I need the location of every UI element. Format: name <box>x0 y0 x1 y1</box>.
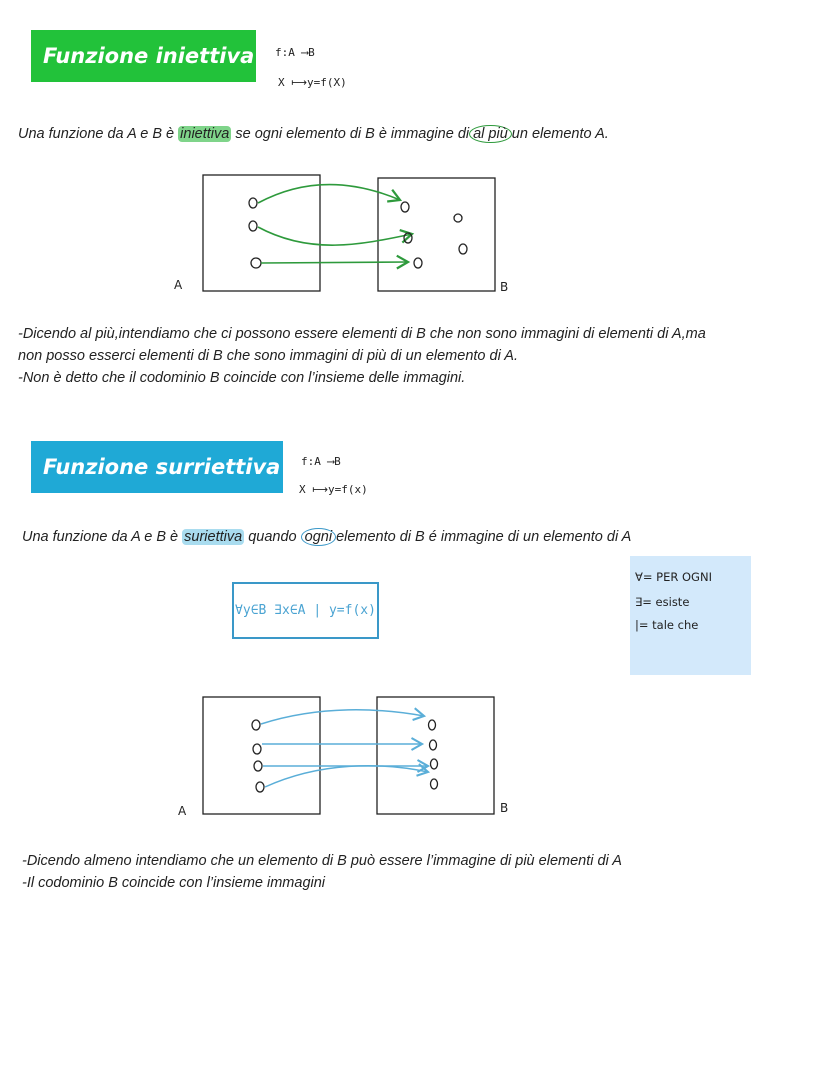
section2-note-2: -Il codominio B coincide con l’insieme immagini <box>22 875 326 891</box>
set-b-box <box>377 697 494 814</box>
point-b1 <box>401 202 409 212</box>
point-b4 <box>431 779 438 789</box>
section1-note-1: -Dicendo al più,intendiamo che ci possono essere elementi di B che non sono immagini di elementi di A,ma <box>18 326 706 342</box>
section2-formula-line1: f:A ⟶B <box>301 455 341 468</box>
point-a3 <box>254 761 262 771</box>
surjective-diagram <box>160 690 520 830</box>
point-a1 <box>252 720 260 730</box>
legend-per-ogni: ∀= PER OGNI <box>635 570 712 584</box>
point-b5 <box>414 258 422 268</box>
section1-label-a: A <box>174 278 183 292</box>
set-b-box <box>378 178 495 291</box>
arrow-3 <box>261 262 408 263</box>
arrow-1 <box>261 710 424 724</box>
section2-formula-line2: X ⟼y=f(x) <box>299 483 368 496</box>
section1-title-banner <box>31 30 256 82</box>
legend-tale-che: |= tale che <box>635 618 699 632</box>
point-a2 <box>253 744 261 754</box>
circled-al-piu: al più <box>469 125 512 143</box>
section1-formula-line1: f:A ⟶B <box>275 46 315 59</box>
point-b2 <box>430 740 437 750</box>
section1-note-3: -Non è detto che il codominio B coincide con l’insieme delle immagini. <box>18 370 466 386</box>
section2-label-b: B <box>500 801 509 815</box>
circled-ogni: ogni <box>301 528 336 546</box>
arrow-2 <box>258 227 412 245</box>
point-b3 <box>431 759 438 769</box>
section2-definition: Una funzione da A e B è suriettiva quando ogni elemento di B é immagine di un elemento di A <box>22 529 632 545</box>
section2-label-a: A <box>178 804 187 818</box>
point-b1 <box>429 720 436 730</box>
point-a4 <box>256 782 264 792</box>
section2-note-1: -Dicendo almeno intendiamo che un elemento di B può essere l’immagine di più elementi di A <box>22 853 622 869</box>
point-b2 <box>454 214 462 222</box>
section2-title: Funzione surriettiva <box>43 455 281 479</box>
highlight-suriettiva: suriettiva <box>184 529 243 545</box>
section1-label-b: B <box>500 280 509 294</box>
point-b4 <box>459 244 467 254</box>
arrow-1 <box>258 185 400 203</box>
point-a2 <box>249 221 257 231</box>
set-a-box <box>203 175 320 291</box>
surjective-formula: ∀y∈B ∃x∈A | y=f(x) <box>235 603 376 618</box>
highlight-iniettiva: iniettiva <box>180 126 230 142</box>
legend-esiste: ∃= esiste <box>635 595 690 609</box>
section1-definition: Una funzione da A e B è iniettiva se ogni elemento di B è immagine di al più un elemento A. <box>18 126 609 142</box>
section2-title-banner <box>31 441 283 493</box>
injective-diagram <box>160 165 520 305</box>
quantifier-legend <box>630 556 751 675</box>
surjective-formula-box <box>232 582 379 639</box>
section1-note-2: non posso esserci elementi di B che sono immagini di più di un elemento di A. <box>18 348 518 364</box>
point-a3 <box>251 258 261 268</box>
section1-title: Funzione iniettiva <box>43 44 255 68</box>
section1-formula-line2: X ⟼y=f(X) <box>278 76 347 89</box>
point-a1 <box>249 198 257 208</box>
arrow-4 <box>265 766 428 787</box>
